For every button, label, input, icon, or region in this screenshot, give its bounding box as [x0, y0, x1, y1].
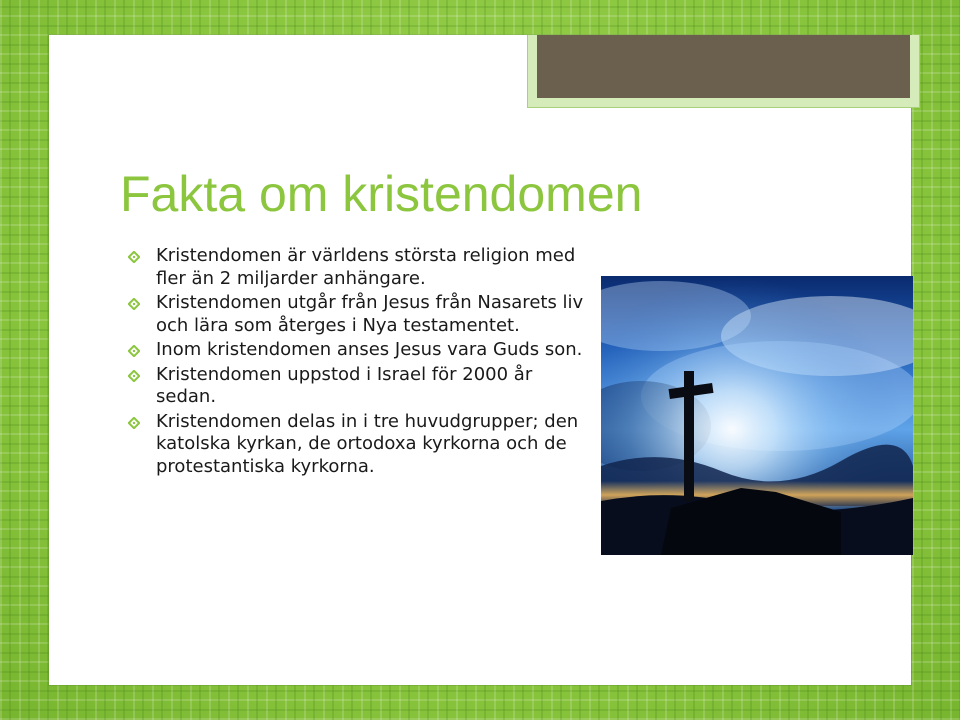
decorative-tab-fill [537, 35, 910, 98]
decorative-top-tab [527, 35, 920, 108]
bullet-text: Inom kristendomen anses Jesus vara Guds son. [156, 339, 583, 360]
bullet-item [128, 292, 588, 337]
hollow-diamond-bullet-icon [128, 417, 140, 429]
bullet-text: Kristendomen delas in i tre huvudgrupper; den katolska kyrkan, de ortodoxa kyrkorna och de protestantiska kyrkorna. [156, 410, 579, 477]
bullet-text: Kristendomen utgår från Jesus från Nasarets liv och lära som återges i Nya testamentet. [156, 292, 584, 336]
hollow-diamond-bullet-icon [128, 345, 140, 357]
hollow-diamond-bullet-icon [128, 298, 140, 310]
hollow-diamond-bullet-icon [128, 370, 140, 382]
slide-title: Fakta om kristendomen [120, 166, 643, 222]
hollow-diamond-bullet-icon [128, 251, 140, 263]
bullet-item [128, 411, 588, 479]
bullet-item [128, 245, 588, 290]
photo-illustration [601, 276, 913, 555]
bullet-text: Kristendomen uppstod i Israel för 2000 år sedan. [156, 363, 533, 407]
bullet-text: Kristendomen är världens största religion med fler än 2 miljarder anhängare. [156, 245, 576, 289]
bullet-item [128, 339, 588, 362]
bullet-item [128, 364, 588, 409]
cross-silhouette-sky-photo [601, 276, 913, 555]
bullet-list [128, 245, 588, 480]
